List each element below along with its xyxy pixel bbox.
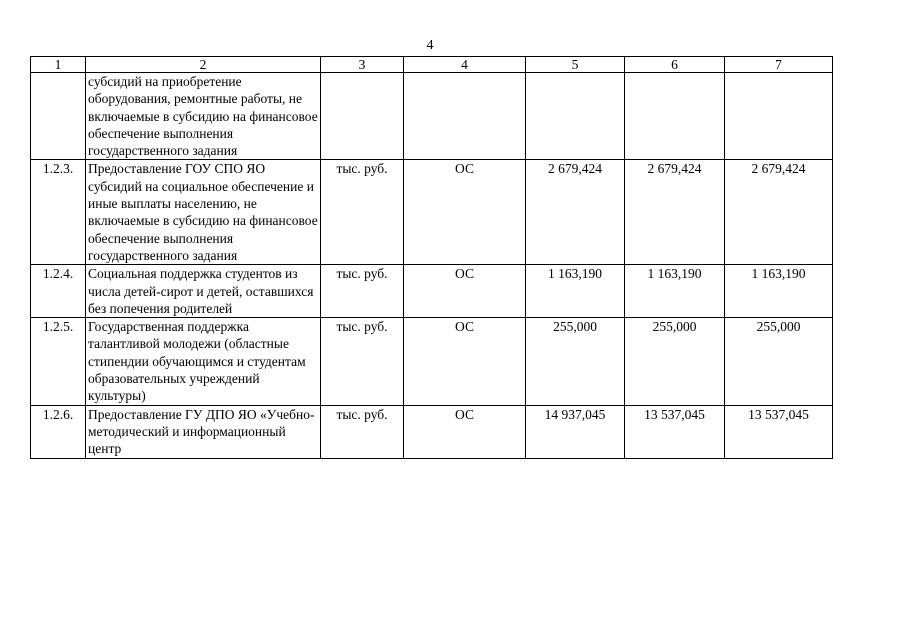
row-source: ОС — [404, 318, 526, 405]
header-col-2: 2 — [86, 57, 321, 73]
row-number — [31, 73, 86, 160]
row-description: Социальная поддержка студентов из числа детей-сирот и детей, оставшихся без попечения родителей — [86, 265, 321, 318]
row-unit: тыс. руб. — [321, 318, 404, 405]
row-value-col7: 255,000 — [725, 318, 833, 405]
row-source: ОС — [404, 405, 526, 458]
row-value-col6: 13 537,045 — [625, 405, 725, 458]
row-description: Предоставление ГУ ДПО ЯО «Учебно-методический и информационный центр — [86, 405, 321, 458]
row-value-col7 — [725, 73, 833, 160]
row-value-col5: 14 937,045 — [526, 405, 625, 458]
row-value-col5: 255,000 — [526, 318, 625, 405]
table-row — [31, 405, 833, 458]
header-row — [31, 57, 833, 73]
row-number: 1.2.4. — [31, 265, 86, 318]
table-row — [31, 265, 833, 318]
table-row — [31, 73, 833, 160]
header-col-5: 5 — [526, 57, 625, 73]
row-number: 1.2.6. — [31, 405, 86, 458]
row-source: ОС — [404, 265, 526, 318]
row-unit: тыс. руб. — [321, 265, 404, 318]
row-value-col6 — [625, 73, 725, 160]
row-value-col6: 2 679,424 — [625, 160, 725, 265]
header-col-6: 6 — [625, 57, 725, 73]
row-unit — [321, 73, 404, 160]
row-value-col6: 1 163,190 — [625, 265, 725, 318]
row-value-col6: 255,000 — [625, 318, 725, 405]
table-row — [31, 160, 833, 265]
page-number: 4 — [426, 38, 434, 53]
row-description: субсидий на приобретение оборудования, ремонтные работы, не включаемые в субсидию на финансовое обеспечение выполнения государственного задания — [86, 73, 321, 160]
row-description: Государственная поддержка талантливой молодежи (областные стипендии обучающимся и студентам образовательных учреждений культуры) — [86, 318, 321, 405]
row-source — [404, 73, 526, 160]
row-unit: тыс. руб. — [321, 160, 404, 265]
row-value-col5 — [526, 73, 625, 160]
row-value-col7: 2 679,424 — [725, 160, 833, 265]
header-col-7: 7 — [725, 57, 833, 73]
row-unit: тыс. руб. — [321, 405, 404, 458]
row-number: 1.2.5. — [31, 318, 86, 405]
row-value-col5: 1 163,190 — [526, 265, 625, 318]
row-value-col7: 1 163,190 — [725, 265, 833, 318]
row-number: 1.2.3. — [31, 160, 86, 265]
row-description: Предоставление ГОУ СПО ЯО субсидий на социальное обеспечение и иные выплаты населению, не включаемые в субсидию на финансовое обеспечение выполнения государственного задания — [86, 160, 321, 265]
budget-table — [30, 56, 833, 459]
header-col-1: 1 — [31, 57, 86, 73]
row-source: ОС — [404, 160, 526, 265]
row-value-col7: 13 537,045 — [725, 405, 833, 458]
row-value-col5: 2 679,424 — [526, 160, 625, 265]
header-col-4: 4 — [404, 57, 526, 73]
header-col-3: 3 — [321, 57, 404, 73]
table-row — [31, 318, 833, 405]
